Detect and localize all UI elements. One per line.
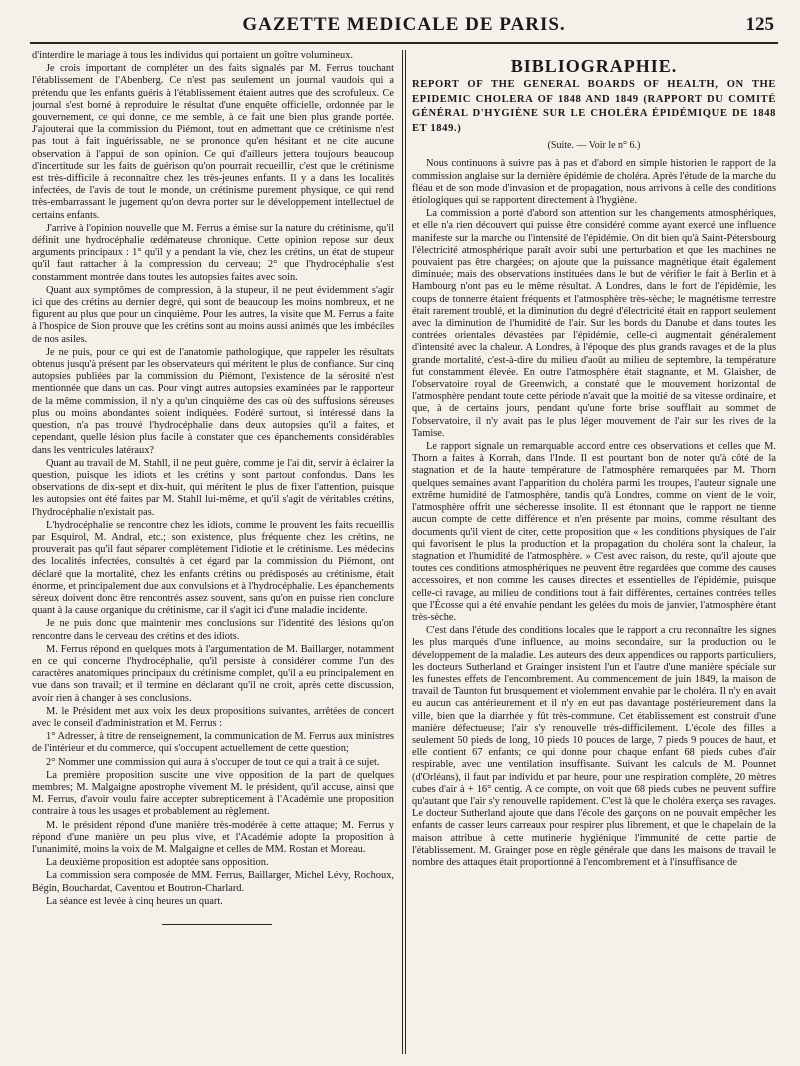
paragraph: Nous continuons à suivre pas à pas et d'abord en simple historien le rapport de la commission anglaise sur la dernière épidémie de choléra. Après l'étude de la marche du fléau et de son mode d'invasion et de propagation, nous arrivons à celle des conditions étiologiques qui se rapportent directement à l'hygiène.	[412, 158, 776, 207]
continuation-note: (Suite. — Voir le n° 6.)	[547, 140, 641, 152]
paragraph: Je ne puis, pour ce qui est de l'anatomie pathologique, que rappeler les résultats obtenus jusqu'à présent par les observateurs qui méritent le plus de confiance. Sur cinq autopsies publiées par la commission du Piémont, l'existence de la sérosité n'est mentionnée que dans un cas. Pour vingt autres autopsies examinées par le rapporteur de la même commission, il n'y a qu'un cinquième des cas où des suffusions séreuses plus ou moins abondantes soient indiquées. Fodéré surtout, si intéressé dans la question, n'a pas trouvé l'hydrocéphalie dans deux autopsies qu'il a faites, et cependant, quelle lésion plus facile à constater que ces épanchements considérables dans les ventricules latéraux?	[32, 346, 394, 456]
paragraph: L'hydrocéphalie se rencontre chez les idiots, comme le prouvent les faits recueillis par Esquirol, M. Andral, etc.; son existence, plus fréquente chez les crétins, ne prouverait pas qu'il faut séparer complètement l'idiotie et le crétinisme. Les médecins des localités infectées, consultés à cet égard par la commission du Piémont, ont déclaré que la mortalité, chez les enfants crétins ou prédisposés au crétinisme, était énorme, et principalement due aux convulsions et à l'hydrocéphalie. Les épanchements séreux doivent donc être rencontrés assez souvent, sans qu'on en puisse rien conclure quant à la cause organique du crétinisme, car il s'agit ici d'une maladie incidente.	[32, 519, 394, 617]
paragraph: 1° Adresser, à titre de renseignement, la communication de M. Ferrus aux ministres de l'intérieur et du commerce, qui s'occupent actuellement de cette question;	[32, 731, 394, 755]
left-column	[32, 50, 394, 1058]
section-title: BIBLIOGRAPHIE.	[510, 56, 678, 76]
paragraph: 2° Nommer une commission qui aura à s'occuper de tout ce qui a trait à ce sujet.	[46, 756, 380, 768]
paragraph: Le rapport signale un remarquable accord entre ces observations et celles que M. Thorn a faites à Korrah, dans l'Inde. Il est pourtant bon de noter qu'à côté de la stagnation et de la haute température de l'atmosphère remarquées par M. Thorn quelques semaines avant l'apparition du choléra parmi les troupes, l'auteur signale une extrême humidité de l'atmosphère, tandis qu'à Londres, comme on vient de le voir, l'atmosphère offrit une sécheresse insolite. Il est étonnant que le rapport ne tienne aucun compte de cette différence et n'en présente par moins, comme résultant des documents qu'il vient de citer, cette proposition que « les conditions physiques de l'air qui favorisent le plus la production et la propagation du choléra sont la chaleur, la stagnation et l'humidité de l'atmosphère. » C'est avec raison, du reste, qu'il ajoute que toutes ces conditions atmosphériques ne peuvent être regardées que comme des causes accessoires, et non comme les causes directes et essentielles de l'épidémie, puisque celle-ci ravage, au milieu de conditions tout à fait différentes, certaines contrées telles que l'Écosse qui a été envahie pendant les gelées du mois de janvier, l'atmosphère étant très-sèche.	[412, 441, 776, 623]
column-rule	[402, 50, 403, 1054]
paragraph: Quant au travail de M. Stahll, il ne peut guère, comme je l'ai dit, servir à éclairer la question, puisque les idiots et les crétins y sont partout confondus. Dans les observations de dix-sept et dix-huit, qui méritent le plus de fixer l'attention, puisque les autopsies ont été faites par M. Stahll lui-même, et qu'il s'agit de véritables crétins, l'hydrocéphalie n'existait pas.	[32, 457, 394, 518]
column-rule	[405, 50, 406, 1054]
paragraph: d'interdire le mariage à tous les individus qui portaient un goître volumineux.	[32, 50, 354, 61]
paragraph: La commission a porté d'abord son attention sur les changements atmosphériques, et elle n'a rien découvert qui puisse être considéré comme ayant exercé une influence manifeste sur la marche ou l'intensité de l'épidémie. On dit bien qu'à Saint-Pétersbourg l'électricité atmosphérique paraît avoir subi une perturbation et que les machines ne pouvaient pas être chargées; on ajoute que la puissance magnétique était également diminuée; mais des observations instituées dans le but de vérifier le fait à Berlin et à Hambourg n'ont pas eu le même résultat. A Londres, dans le fort de l'épidémie, les coups de tonnerre étaient fréquents et l'atmosphère très-sèche; le magnétisme terrestre était rarement troublé, et la diminution du degré d'électricité était en rapport seulement avec la diminution de l'humidité de l'air. Sur les bords du Danube et dans toutes les contrées orientales dévastées par l'épidémie, celle-ci augmentait généralement d'intensité avec la chaleur. A Londres, à l'époque des plus grands ravages et de la plus grande mortalité, c'est-à-dire du milieu d'août au milieu de septembre, la température fut constamment élevée. En outre l'atmosphère était stagnante, et M. Glaisher, de l'observatoire royal de Greenwich, a constaté que le mouvement horizontal de l'atmosphère pendant toute cette période n'avait que la moitié de sa vitesse ordinaire, et que, à de certains jours, pendant qu'une forte brise soufflait au sommet de l'observatoire, il n'y avait pas le plus léger mouvement de l'air sur les rives de la Tamise.	[412, 208, 776, 439]
report-title: REPORT OF THE GENERAL BOARDS OF HEALTH, ON THE EPIDEMIC CHOLERA OF 1848 AND 1849 (RAPPORT DU COMITÉ GÉNÉRAL D'HYGIÈNE SUR LE CHOLÉRA ÉPIDÉMIQUE DE 1848 ET 1849.)	[412, 79, 776, 134]
paragraph: J'arrive à l'opinion nouvelle que M. Ferrus a émise sur la nature du crétinisme, qu'il définit une hydrocéphalie œdémateuse chronique. Cette opinion repose sur deux arguments principaux : 1° qu'il y a pendant la vie, chez les crétins, un état de stupeur qu'il faut rattacher à la compression du cerveau; 2° que l'hydrocéphalie s'est constamment montrée dans toutes les autopsies faites avec soin.	[32, 222, 394, 283]
page-header	[30, 8, 778, 44]
paragraph: Je crois important de compléter un des faits signalés par M. Ferrus touchant l'établissement de l'Abenberg. Ce n'est pas seulement un journal vaudois qui a prétendu que les enfants guéris à l'établissement étaient autres que des scrofuleux. Ce journal s'est borné à reproduire le résultat d'une enquête officielle, ordonnée par le gouvernement, ce qui donne, ce me semble, à ce fait une bien plus grande portée. J'ajouterai que la commission du Piémont, tout en admettant que ce crétinisme n'est pas tout à fait inguérissable, ne se prononce qu'en hésitant et ne cite aucune observation à l'appui de son opinion. Ce qui d'ailleurs jettera toujours beaucoup d'incertitude sur les faits de guérison qu'on pourrait recueillir, c'est que le crétinisme est très-difficile à reconnaître chez les très-jeunes enfants. Il y a dans les localités infectées, de l'avis de tout le monde, un crétinisme purement physique, ce qui rend très-embarrassant le jugement qu'on devra porter sur le développement intellectuel de certains enfants.	[32, 63, 394, 221]
journal-title: GAZETTE MEDICALE DE PARIS.	[242, 14, 566, 35]
paragraph: La commission sera composée de MM. Ferrus, Baillarger, Michel Lévy, Rochoux, Bégin, Bouchardat, Caventou et Boutron-Charlard.	[32, 870, 394, 894]
right-column	[412, 50, 776, 1058]
paragraph: La première proposition suscite une vive opposition de la part de quelques membres; M. Malgaigne apostrophe vivement M. le président, qu'il accuse, ainsi que M. Ferrus, d'avoir voulu faire accepter subrepticement à l'Académie une proposition contraire à tous les usages et probablement au règlement.	[32, 769, 394, 818]
paragraph: La séance est levée à cinq heures un quart.	[46, 895, 223, 907]
paragraph: C'est dans l'étude des conditions locales que le rapport a cru reconnaître les signes les plus marqués d'une influence, au moins secondaire, sur la production ou le développement de la maladie. Les auteurs des deux appendices ou rapports particuliers, les docteurs Sutherland et Grainger insistent l'un et l'autre d'une manière spéciale sur les funestes effets de l'encombrement. Au commencement de juin 1849, la maison de travail de Taunton fut brusquement et violemment envahie par le choléra. Il n'y en avait eu aucun cas antérieurement et il n'y en eut pas davantage postérieurement dans la ville, bien que la diarrhée y fût très-commune. Cet établissement est construit d'une manière défectueuse; l'air s'y renouvelle très-difficilement. L'école des filles a seulement 50 pieds de long, 10 pieds 10 pouces de large, 7 pieds 9 pouces de haut, et elle contient 67 enfants; ce qui donne pour chaque enfant 68 pieds cubes d'air respirable, avec une ventilation insuffisante. Suivant les calculs de M. Pounnet (d'Orléans), il faut par individu et par heure, pour une respiration complète, 20 mètres cubes d'air à + 16° centig. A ce compte, on voit que 68 pieds cubes ne peuvent suffire qu'autant que l'air s'y renouvelle rapidement. C'est là que le choléra exerça ses ravages. Le docteur Sutherland ajoute que dans l'école des garçons on ne pouvait empêcher les enfants de casser leurs carreaux pour respirer plus librement, et que le chapelain de la maison attribue à cette mutinerie hygiénique l'immunité de cette partie de l'établissement. M. Grainger pose en règle générale que dans les maisons de travail le nombre des attaques était proportionné à l'encombrement et à l'insuffisance de	[412, 625, 776, 868]
page-number: 125	[745, 14, 774, 35]
paragraph: M. le Président met aux voix les deux propositions suivantes, arrêtées de concert avec le conseil d'administration et M. Ferrus :	[32, 705, 394, 729]
paragraph: M. le président répond d'une manière très-modérée à cette attaque; M. Ferrus y répond d'une manière un peu plus vive, et l'Académie adopte la proposition à l'unanimité, moins la voix de M. Malgaigne et celles de MM. Rostan et Moreau.	[32, 819, 394, 855]
paragraph: Quant aux symptômes de compression, à la stupeur, il ne peut évidemment s'agir ici que des crétins au dernier degré, qui sont de beaucoup les moins nombreux, et ne figurent au plus que pour un cinquième. Pour les autres, la visite que M. Ferrus a faite à l'hospice de Sion prouve que les crétins sont au moins aussi animés que les imbéciles de nos asiles.	[32, 284, 394, 345]
article-body	[412, 158, 776, 869]
paragraph: M. Ferrus répond en quelques mots à l'argumentation de M. Baillarger, notamment en ce qui concerne l'hydrocéphalie, qu'il persiste à considérer comme l'un des caractères anatomiques principaux du crétinisme complet, qu'il a eu principalement en vue dans son travail; et il termine en déclarant qu'il ne croit, après cette discussion, avoir rien à changer à ses conclusions.	[32, 643, 394, 704]
paragraph: La deuxième proposition est adoptée sans opposition.	[46, 857, 269, 869]
paragraph: Je ne puis donc que maintenir mes conclusions sur l'identité des lésions qu'on rencontre dans le cerveau des crétins et des idiots.	[32, 618, 394, 642]
signature-rule	[162, 924, 272, 925]
